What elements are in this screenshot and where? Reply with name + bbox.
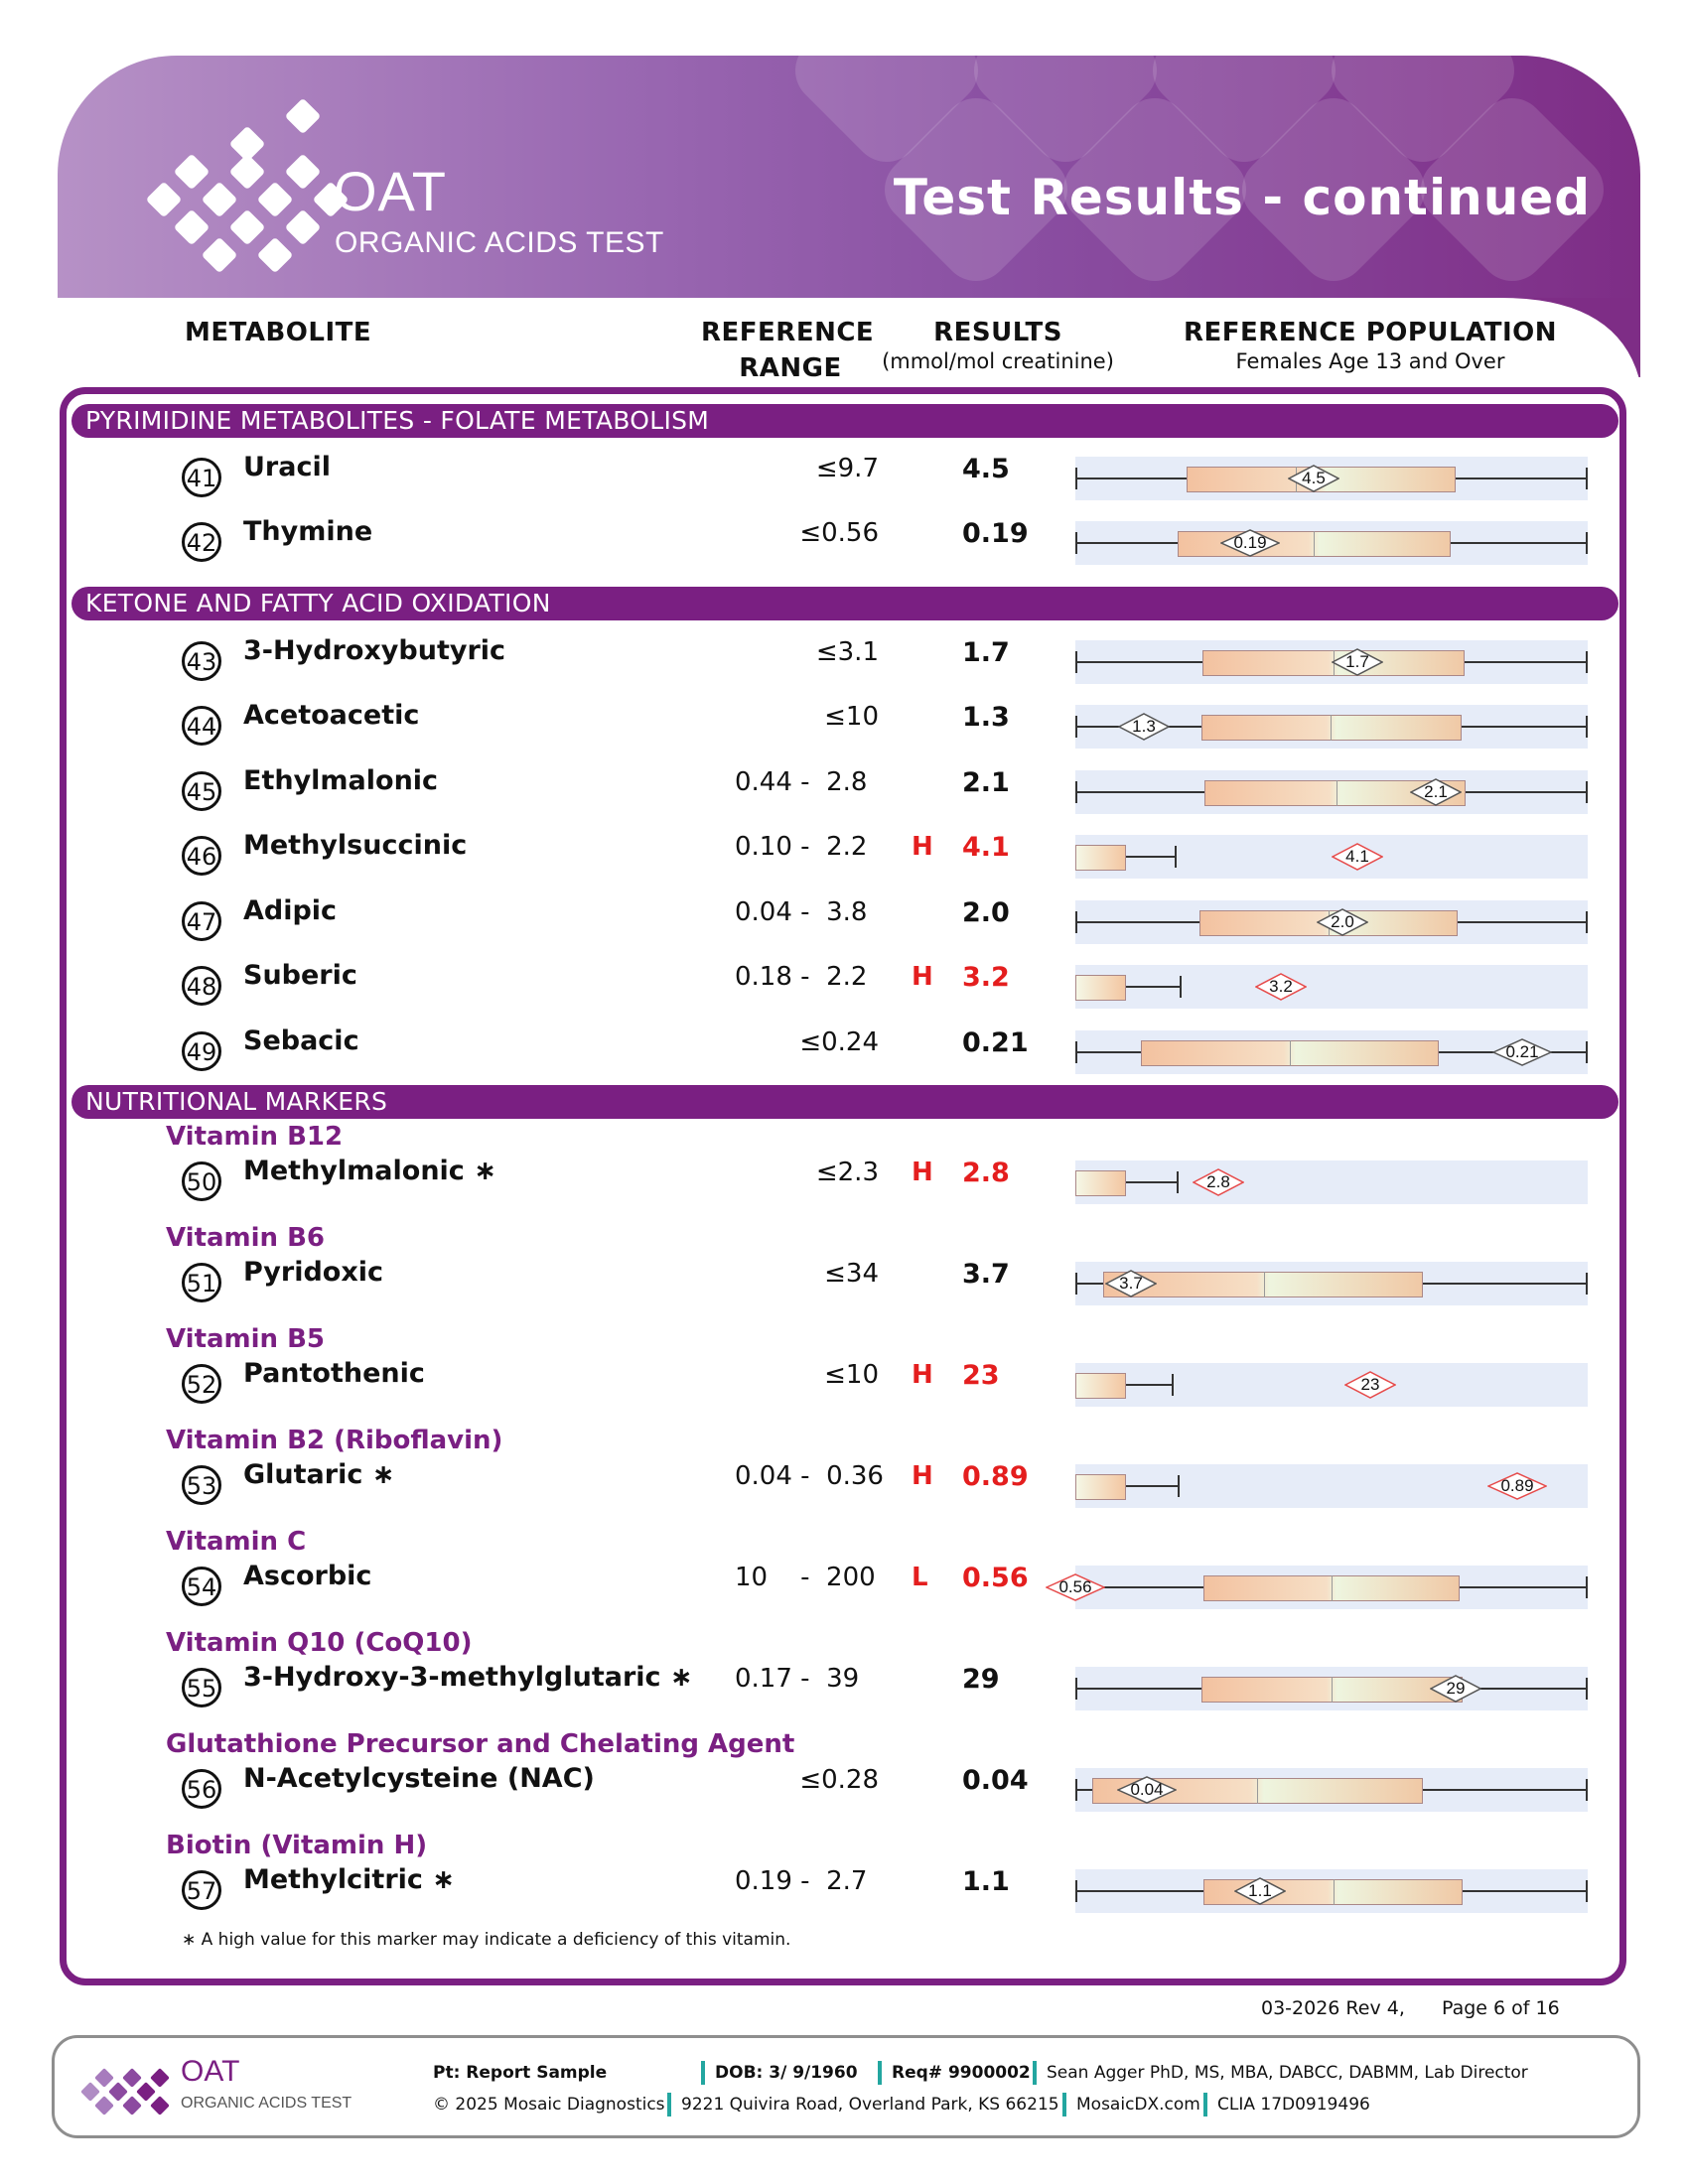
whisker-cap-high	[1178, 1475, 1180, 1497]
result-marker	[1410, 778, 1462, 806]
median-line	[1314, 531, 1315, 557]
result-marker-label: 2.8	[1206, 1172, 1230, 1191]
column-header-population-group: Females Age 13 and Over	[1235, 349, 1505, 373]
footer-logo-subtitle: ORGANIC ACIDS TEST	[181, 2095, 352, 2112]
result-value: 3.2	[962, 962, 1010, 993]
metabolite-name: Methylcitric ∗	[243, 1864, 455, 1895]
marker-number: 52	[182, 1364, 221, 1404]
marker-number: 57	[182, 1870, 221, 1910]
whisker-cap-high	[1586, 1273, 1588, 1295]
table-row	[0, 635, 1688, 685]
result-marker	[1430, 1675, 1481, 1703]
whisker-cap-low	[1075, 1779, 1077, 1801]
result-marker-label: 1.1	[1248, 1881, 1272, 1900]
result-marker	[1234, 1877, 1286, 1905]
result-marker	[1332, 843, 1383, 871]
section-header-nutritional: NUTRITIONAL MARKERS	[71, 1085, 1618, 1119]
revision-label: 03-2026 Rev 4,	[1261, 1997, 1405, 2019]
marker-number: 54	[182, 1567, 221, 1606]
whisker-cap-high	[1175, 846, 1177, 868]
interquartile-box	[1075, 845, 1126, 871]
result-value: 29	[962, 1664, 1000, 1695]
result-marker	[1288, 465, 1339, 492]
marker-number: 48	[182, 966, 221, 1006]
result-marker-label: 0.21	[1505, 1042, 1539, 1061]
reference-range: 0.17 - 39	[735, 1664, 860, 1694]
reference-range: ≤0.28	[799, 1765, 879, 1795]
footer-website: MosaicDX.com	[1076, 2095, 1200, 2115]
reference-population-graph	[1075, 1768, 1588, 1812]
whisker-cap-high	[1586, 1880, 1588, 1902]
column-header-units: (mmol/mol creatinine)	[882, 349, 1114, 373]
whisker-cap-low	[1075, 651, 1077, 673]
reference-population-graph	[1075, 1262, 1588, 1305]
footer	[52, 2035, 1640, 2138]
result-marker-label: 0.56	[1058, 1577, 1092, 1596]
vitamin-label: Vitamin B6	[166, 1223, 326, 1253]
logo-title: OAT	[334, 160, 447, 222]
vitamin-label: Glutathione Precursor and Chelating Agent	[166, 1729, 795, 1759]
table-row	[0, 1628, 1688, 1711]
reference-range: ≤3.1	[815, 637, 879, 667]
result-marker-label: 0.04	[1130, 1780, 1164, 1799]
whisker-cap-high	[1172, 1374, 1174, 1396]
footnote: ∗ A high value for this marker may indicate a deficiency of this vitamin.	[182, 1930, 791, 1950]
metabolite-name: 3-Hydroxybutyric	[243, 635, 506, 666]
median-line	[1331, 715, 1332, 741]
table-row	[0, 830, 1688, 880]
metabolite-name: Ethylmalonic	[243, 765, 439, 796]
marker-number: 43	[182, 641, 221, 681]
result-marker-label: 1.7	[1345, 652, 1369, 671]
result-marker	[1344, 1371, 1396, 1399]
whisker-cap-low	[1075, 911, 1077, 933]
reference-range: ≤34	[824, 1259, 879, 1289]
result-value: 1.3	[962, 702, 1010, 733]
metabolite-name: Pyridoxic	[243, 1257, 384, 1288]
whisker-cap-high	[1586, 1779, 1588, 1801]
table-row	[0, 1122, 1688, 1205]
table-row	[0, 765, 1688, 815]
table-row	[0, 1831, 1688, 1914]
marker-number: 45	[182, 771, 221, 811]
result-marker	[1105, 1270, 1157, 1297]
footer-dob: DOB: 3/ 9/1960	[715, 2063, 858, 2083]
result-flag: H	[912, 1158, 933, 1187]
interquartile-box	[1075, 1373, 1126, 1399]
median-line	[1332, 1677, 1333, 1703]
marker-number: 46	[182, 836, 221, 876]
footer-req: Req# 9900002	[892, 2063, 1031, 2083]
footer-copyright: © 2025 Mosaic Diagnostics	[433, 2095, 665, 2115]
footer-separator	[1203, 2093, 1207, 2116]
metabolite-name: Adipic	[243, 895, 338, 926]
table-row	[0, 700, 1688, 750]
interquartile-box	[1075, 1170, 1126, 1196]
result-flag: L	[912, 1563, 928, 1592]
reference-population-graph	[1058, 1566, 1588, 1609]
table-row	[0, 1426, 1688, 1509]
marker-number: 44	[182, 706, 221, 746]
reference-population-graph	[1075, 1363, 1588, 1407]
metabolite-name: Acetoacetic	[243, 700, 420, 731]
marker-number: 49	[182, 1031, 221, 1071]
median-line	[1264, 1272, 1265, 1297]
footer-separator	[1062, 2093, 1066, 2116]
result-marker-label: 23	[1360, 1375, 1380, 1394]
reference-population-graph	[1075, 521, 1588, 565]
whisker-cap-low	[1075, 781, 1077, 803]
marker-number: 56	[182, 1769, 221, 1809]
result-value: 23	[962, 1360, 1000, 1391]
whisker-cap-low	[1075, 1041, 1077, 1063]
whisker-cap-low	[1075, 468, 1077, 489]
whisker-cap-high	[1586, 1678, 1588, 1700]
whisker-cap-low	[1075, 532, 1077, 554]
reference-population-graph	[1075, 705, 1588, 749]
vitamin-label: Vitamin B5	[166, 1324, 326, 1354]
result-marker	[1117, 1776, 1177, 1804]
result-flag: H	[912, 1461, 933, 1491]
median-line	[1332, 1575, 1333, 1601]
reference-range: ≤0.24	[799, 1027, 879, 1057]
footer-separator	[878, 2061, 882, 2085]
whisker-cap-high	[1586, 1576, 1588, 1598]
footer-separator	[1033, 2061, 1037, 2085]
footer-address: 9221 Quivira Road, Overland Park, KS 66215	[681, 2095, 1059, 2115]
metabolite-name: Methylmalonic ∗	[243, 1156, 496, 1186]
result-value: 4.5	[962, 454, 1010, 484]
interquartile-box	[1075, 975, 1126, 1001]
median-line	[1257, 1778, 1258, 1804]
reference-population-graph	[1075, 965, 1588, 1009]
footer-logo-title: OAT	[181, 2055, 240, 2088]
result-marker	[1332, 648, 1383, 676]
result-marker	[1255, 973, 1307, 1001]
marker-number: 53	[182, 1465, 221, 1505]
result-marker	[1193, 1168, 1244, 1196]
result-value: 2.0	[962, 897, 1010, 928]
result-marker-label: 0.89	[1500, 1476, 1534, 1495]
marker-number: 42	[182, 522, 221, 562]
result-value: 1.1	[962, 1866, 1010, 1897]
reference-range: 0.04 - 0.36	[735, 1461, 884, 1491]
marker-number: 50	[182, 1161, 221, 1201]
column-header-reference-population: REFERENCE POPULATION	[1183, 318, 1557, 347]
vitamin-label: Vitamin B2 (Riboflavin)	[166, 1426, 503, 1455]
footer-separator	[667, 2093, 671, 2116]
marker-number: 51	[182, 1263, 221, 1302]
metabolite-name: Thymine	[243, 516, 373, 547]
result-marker	[1492, 1038, 1552, 1066]
result-marker	[1046, 1573, 1105, 1601]
median-line	[1336, 780, 1337, 806]
footer-separator	[701, 2061, 705, 2085]
result-marker-label: 1.3	[1132, 717, 1156, 736]
result-marker-label: 4.1	[1345, 847, 1369, 866]
marker-number: 55	[182, 1668, 221, 1707]
table-row	[0, 1729, 1688, 1813]
interquartile-box	[1075, 1474, 1126, 1500]
metabolite-name: Pantothenic	[243, 1358, 425, 1389]
result-value: 0.21	[962, 1027, 1029, 1058]
result-flag: H	[912, 962, 933, 992]
vitamin-label: Biotin (Vitamin H)	[166, 1831, 428, 1860]
whisker-cap-low	[1075, 716, 1077, 738]
result-marker-label: 4.5	[1302, 469, 1326, 487]
reference-population-graph	[1075, 770, 1588, 814]
section-header-pyrimidine: PYRIMIDINE METABOLITES - FOLATE METABOLISM	[71, 404, 1618, 438]
column-header-reference-range: REFERENCE	[701, 318, 875, 347]
reference-population-graph	[1075, 1464, 1588, 1508]
whisker-cap-high	[1586, 716, 1588, 738]
page-number: Page 6 of 16	[1442, 1997, 1560, 2019]
whisker-cap-high	[1586, 651, 1588, 673]
metabolite-name: 3-Hydroxy-3-methylglutaric ∗	[243, 1662, 693, 1693]
page-title: Test Results - continued	[893, 169, 1591, 226]
result-marker-label: 0.19	[1233, 533, 1267, 552]
reference-population-graph	[1075, 457, 1588, 500]
result-value: 2.1	[962, 767, 1010, 798]
result-marker-label: 3.7	[1119, 1274, 1143, 1293]
metabolite-name: Suberic	[243, 960, 357, 991]
vitamin-label: Vitamin B12	[166, 1122, 344, 1152]
vitamin-label: Vitamin C	[166, 1527, 307, 1557]
table-row	[0, 452, 1688, 501]
reference-range: ≤9.7	[815, 454, 879, 483]
whisker-cap-high	[1586, 781, 1588, 803]
table-row	[0, 1527, 1688, 1610]
reference-population-graph	[1075, 835, 1588, 879]
reference-population-graph	[1075, 640, 1588, 684]
median-line	[1290, 1040, 1291, 1066]
result-flag: H	[912, 832, 933, 862]
reference-range: ≤10	[824, 1360, 879, 1390]
metabolite-name: Sebacic	[243, 1025, 359, 1056]
reference-range: 0.04 - 3.8	[735, 897, 868, 927]
reference-range: 0.19 - 2.7	[735, 1866, 868, 1896]
whisker-cap-high	[1586, 532, 1588, 554]
footer-director: Sean Agger PhD, MS, MBA, DABCC, DABMM, Lab Director	[1047, 2063, 1528, 2083]
column-header-metabolite: METABOLITE	[185, 318, 372, 347]
column-header-reference-range-2: RANGE	[739, 353, 842, 383]
whisker-cap-low	[1075, 1273, 1077, 1295]
reference-population-graph	[1075, 1160, 1588, 1204]
reference-population-graph	[1075, 1869, 1588, 1913]
marker-number: 47	[182, 901, 221, 941]
whisker-cap-high	[1180, 976, 1182, 998]
section-header-ketone: KETONE AND FATTY ACID OXIDATION	[71, 587, 1618, 620]
column-header-results: RESULTS	[933, 318, 1062, 347]
reference-range: 0.44 - 2.8	[735, 767, 868, 797]
table-row	[0, 1025, 1688, 1075]
reference-range: 10 - 200	[735, 1563, 876, 1592]
reference-range: 0.18 - 2.2	[735, 962, 868, 992]
reference-population-graph	[1075, 900, 1588, 944]
result-value: 1.7	[962, 637, 1010, 668]
reference-range: ≤0.56	[799, 518, 879, 548]
result-value: 3.7	[962, 1259, 1010, 1290]
whisker-cap-high	[1586, 911, 1588, 933]
result-value: 0.89	[962, 1461, 1029, 1492]
result-marker	[1118, 713, 1170, 741]
table-row	[0, 1223, 1688, 1306]
reference-range: ≤10	[824, 702, 879, 732]
logo-subtitle: ORGANIC ACIDS TEST	[335, 226, 664, 259]
vitamin-label: Vitamin Q10 (CoQ10)	[166, 1628, 473, 1658]
metabolite-name: Uracil	[243, 452, 331, 482]
table-row	[0, 895, 1688, 945]
footer-patient: Pt: Report Sample	[433, 2063, 608, 2083]
table-row	[0, 960, 1688, 1010]
interquartile-box	[1201, 715, 1462, 741]
result-marker-label: 29	[1446, 1679, 1466, 1698]
result-marker	[1317, 908, 1368, 936]
reference-population-graph	[1075, 1030, 1588, 1074]
median-line	[1334, 1879, 1335, 1905]
metabolite-name: Methylsuccinic	[243, 830, 468, 861]
result-marker-label: 2.1	[1424, 782, 1448, 801]
metabolite-name: Glutaric ∗	[243, 1459, 395, 1490]
footer-clia: CLIA 17D0919496	[1217, 2095, 1370, 2115]
whisker-cap-low	[1075, 1678, 1077, 1700]
table-row	[0, 516, 1688, 566]
result-marker-label: 2.0	[1331, 912, 1354, 931]
whisker-cap-high	[1586, 1041, 1588, 1063]
marker-number: 41	[182, 458, 221, 497]
result-marker-label: 3.2	[1269, 977, 1293, 996]
result-value: 4.1	[962, 832, 1010, 863]
result-marker	[1487, 1472, 1547, 1500]
reference-range: 0.10 - 2.2	[735, 832, 868, 862]
whisker-cap-high	[1177, 1171, 1179, 1193]
whisker-cap-low	[1075, 1880, 1077, 1902]
result-flag: H	[912, 1360, 933, 1390]
result-value: 0.04	[962, 1765, 1029, 1796]
reference-range: ≤2.3	[815, 1158, 879, 1187]
result-marker	[1220, 529, 1280, 557]
metabolite-name: Ascorbic	[243, 1561, 372, 1591]
table-row	[0, 1324, 1688, 1408]
result-value: 2.8	[962, 1158, 1010, 1188]
reference-population-graph	[1075, 1667, 1588, 1710]
whisker-cap-high	[1586, 468, 1588, 489]
metabolite-name: N-Acetylcysteine (NAC)	[243, 1763, 595, 1794]
result-value: 0.19	[962, 518, 1029, 549]
result-value: 0.56	[962, 1563, 1029, 1593]
